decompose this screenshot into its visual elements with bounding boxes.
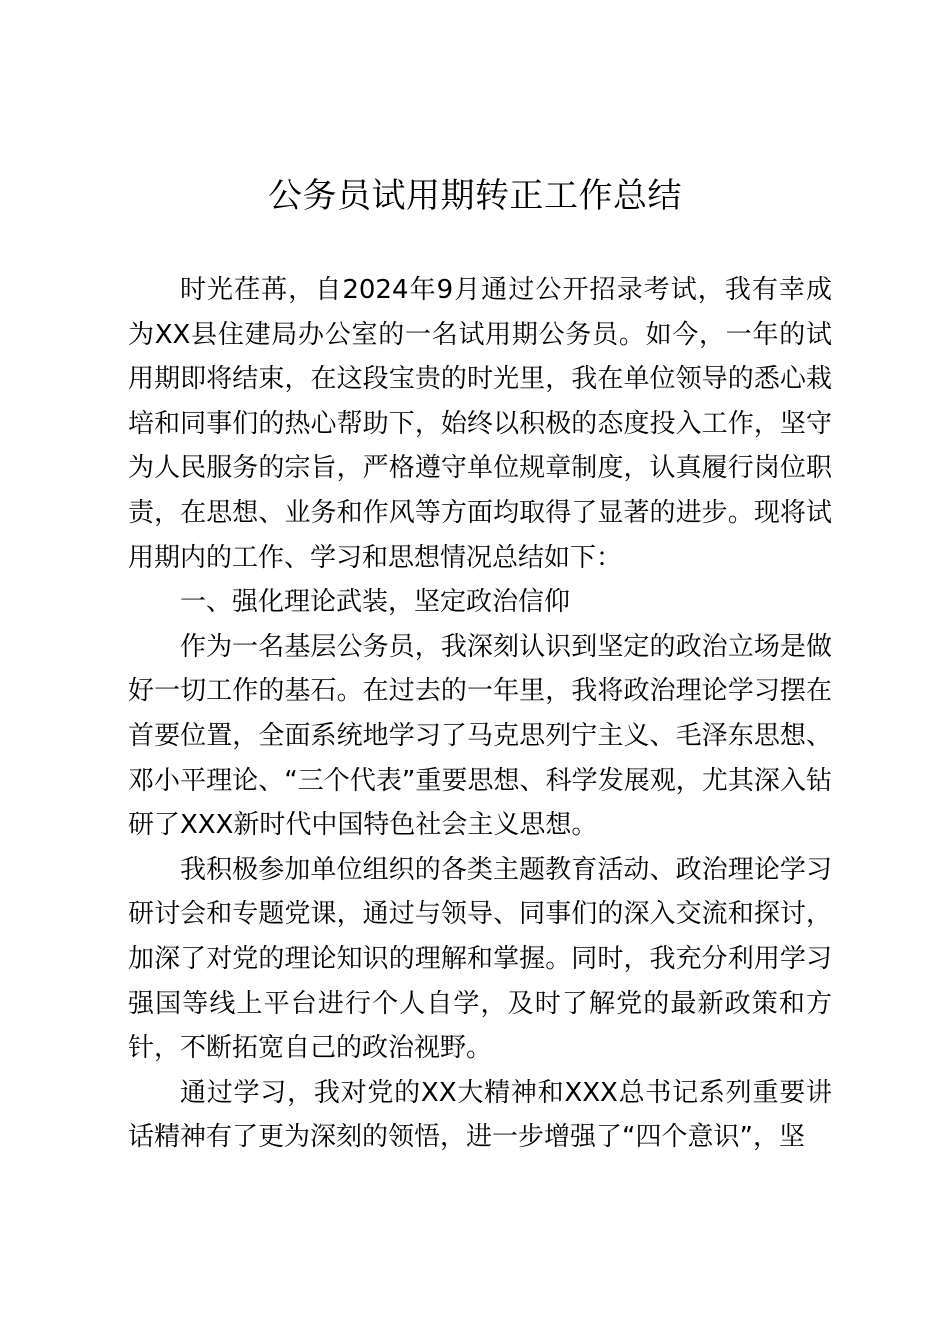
- document-body: [128, 268, 832, 1160]
- section-heading-1: 一、强化理论武装，坚定政治信仰: [180, 587, 571, 618]
- paragraph-activities: 我积极参加单位组织的各类主题教育活动、政治理论学习研讨会和专题党课，通过与领导、同事们的深入交流和探讨，加深了对党的理论知识的理解和掌握。同时，我充分利用学习强国等线上平台进行个人自学，及时了解党的最新政策和方针，不断拓宽自己的政治视野。: [128, 854, 832, 1064]
- paragraph-understanding: 通过学习，我对党的XX大精神和XXX总书记系列重要讲话精神有了更为深刻的领悟，进一步增强了“四个意识”，坚: [128, 1077, 832, 1153]
- document-title: 公务员试用期转正工作总结: [268, 176, 682, 216]
- paragraph-theory: 作为一名基层公务员，我深刻认识到坚定的政治立场是做好一切工作的基石。在过去的一年里，我将政治理论学习摆在首要位置，全面系统地学习了马克思列宁主义、毛泽东思想、邓小平理论、“三个代表”重要思想、科学发展观，尤其深入钻研了XXX新时代中国特色社会主义思想。: [128, 631, 832, 841]
- paragraph-intro: 时光荏苒，自2024年9月通过公开招录考试，我有幸成为XX县住建局办公室的一名试用期公务员。如今，一年的试用期即将结束，在这段宝贵的时光里，我在单位领导的悉心栽培和同事们的热心帮助下，始终以积极的态度投入工作，坚守为人民服务的宗旨，严格遵守单位规章制度，认真履行岗位职责，在思想、业务和作风等方面均取得了显著的进步。现将试用期内的工作、学习和思想情况总结如下：: [128, 275, 832, 573]
